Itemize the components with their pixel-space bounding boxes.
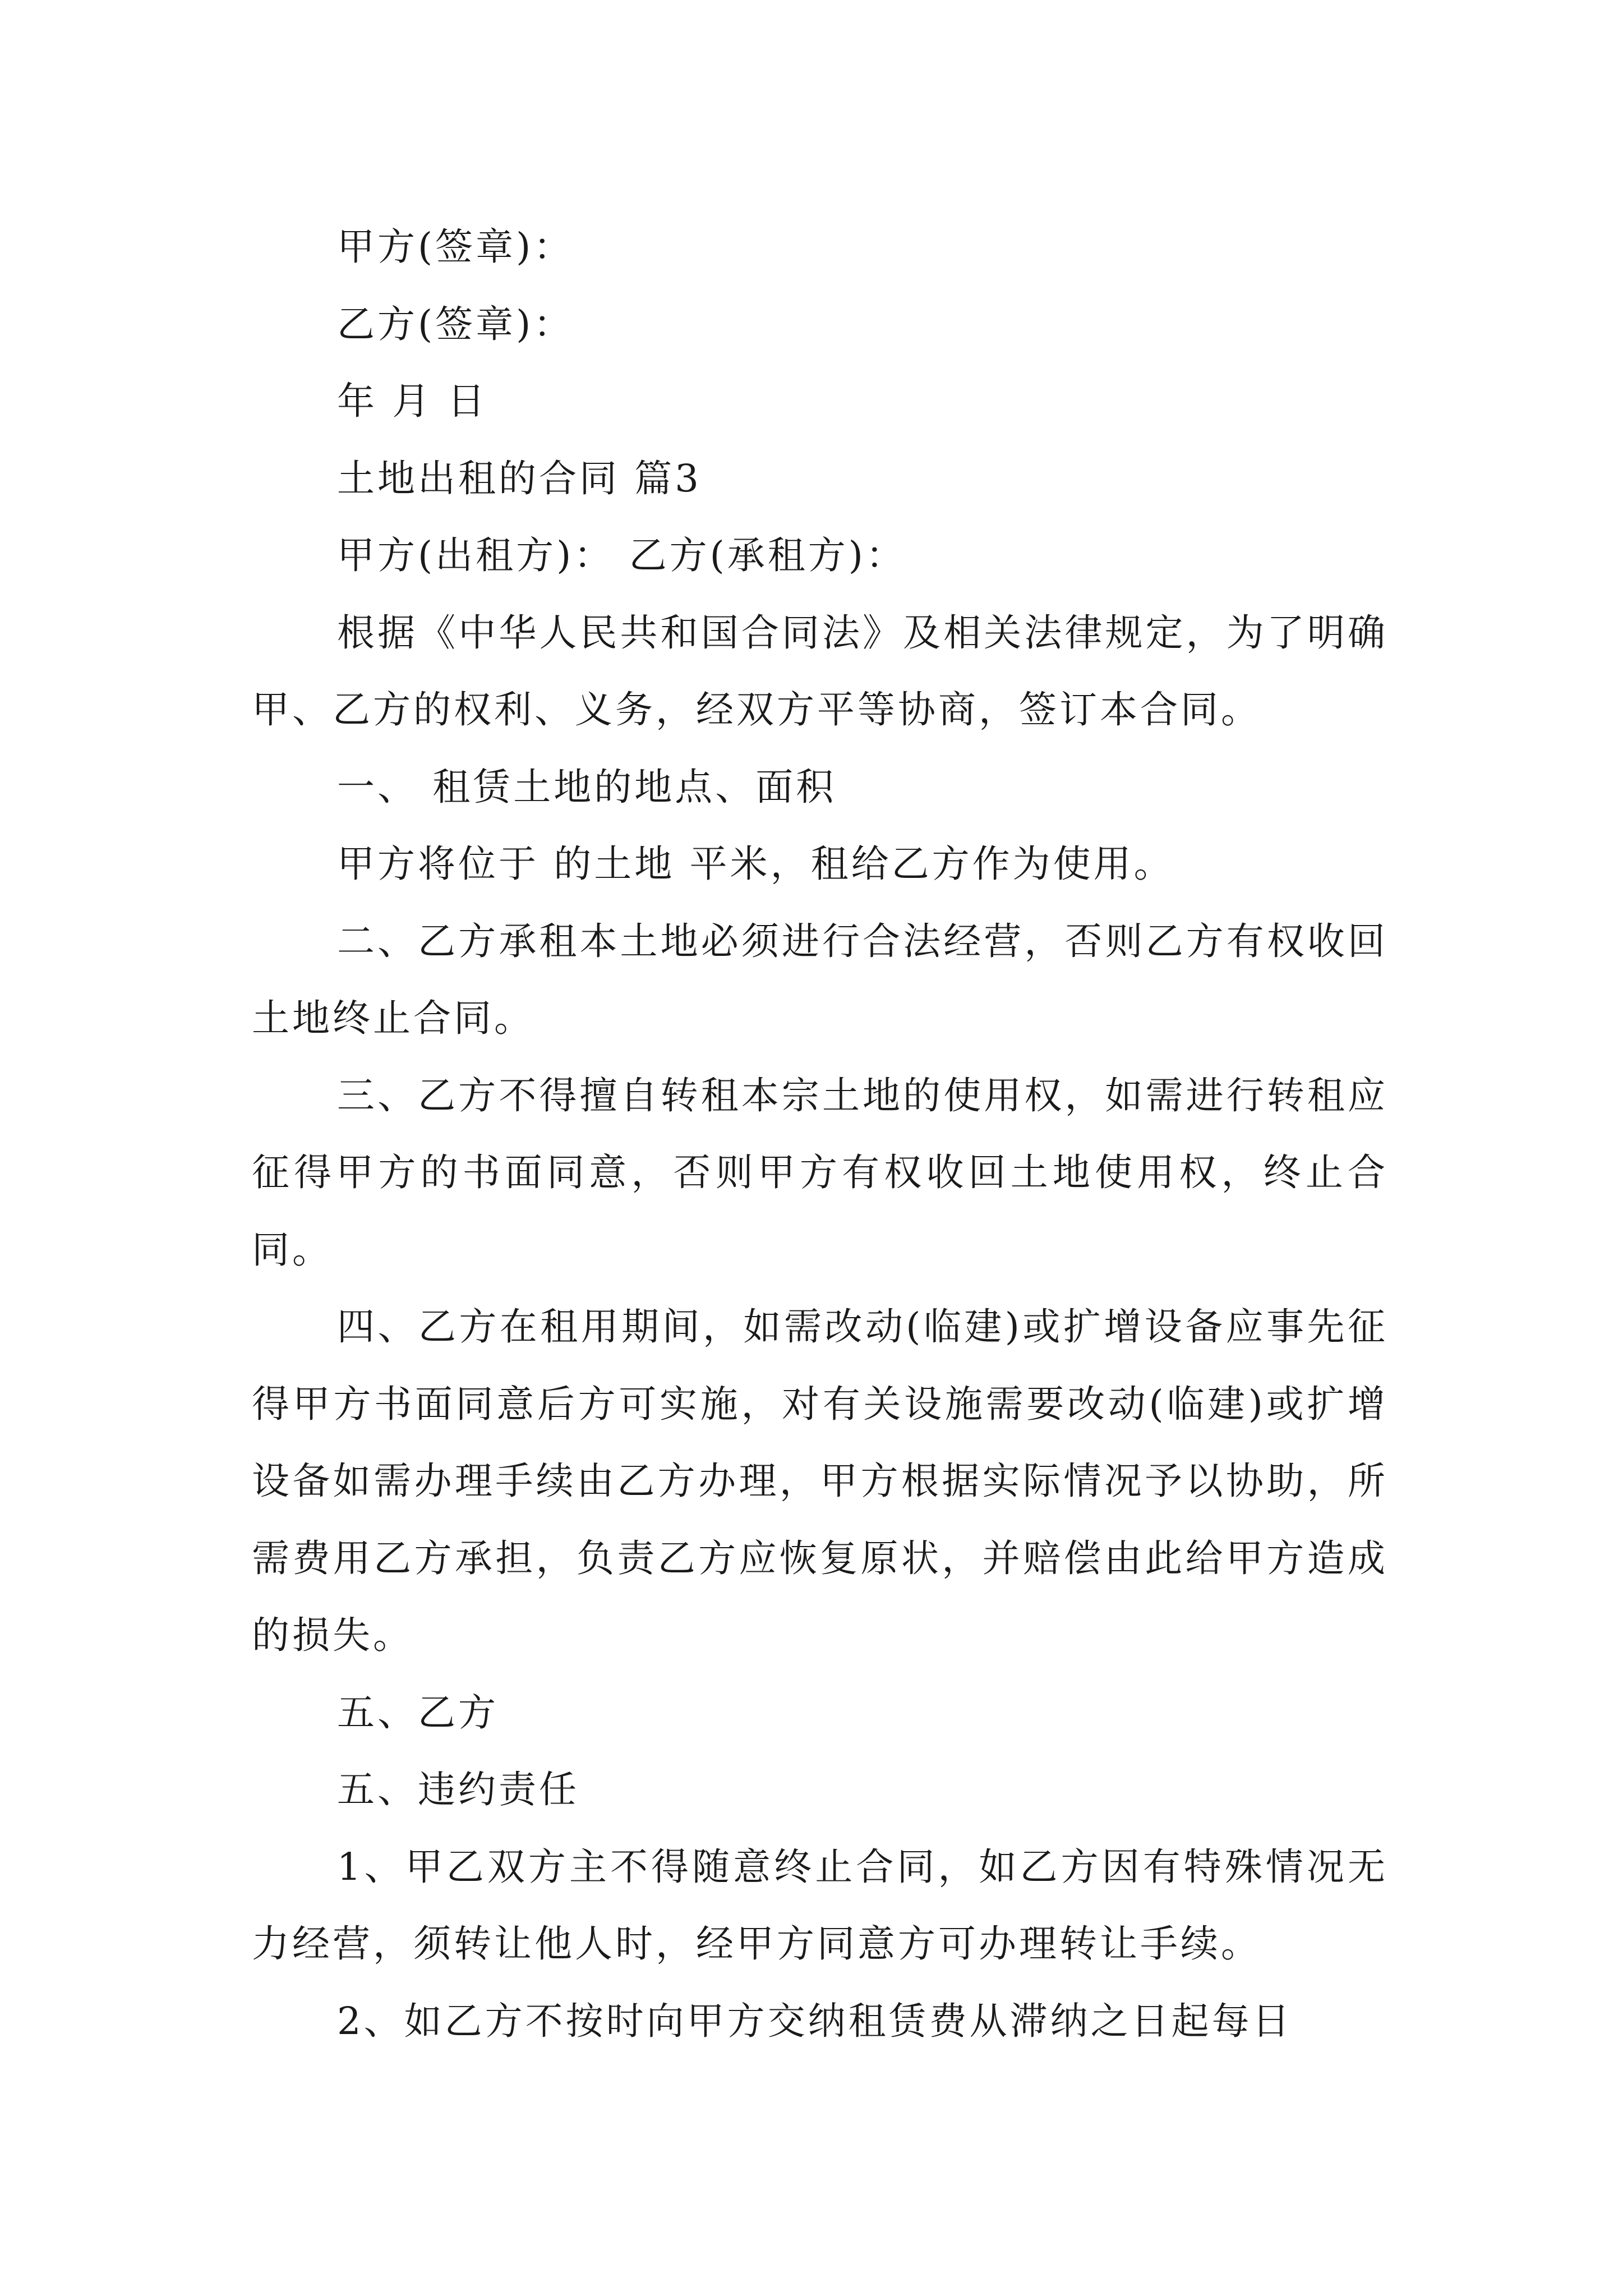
clause-5a: 五、乙方 <box>337 1690 499 1734</box>
document-body <box>252 209 1388 2060</box>
signature-party-b: 乙方(签章)： <box>337 302 574 346</box>
contract-parties: 甲方(出租方)： 乙方(承租方)： <box>337 533 906 577</box>
contract-preamble: 根据《中华人民共和国合同法》及相关法律规定，为了明确甲、乙方的权利、义务，经双方平等协商，签订本合同。 <box>252 610 1388 731</box>
clause-5-heading: 五、违约责任 <box>337 1768 579 1811</box>
clause-1-heading: 一、 租赁土地的地点、面积 <box>337 765 837 809</box>
clause-4: 四、乙方在租用期间，如需改动(临建)或扩增设备应事先征得甲方书面同意后方可实施，对有关设施需要改动(临建)或扩增设备如需办理手续由乙方办理，甲方根据实际情况予以协助，所需费用乙方承担，负责乙方应恢复原状，并赔偿由此给甲方造成的损失。 <box>252 1305 1388 1657</box>
contract-title: 土地出租的合同 篇3 <box>337 456 702 500</box>
liability-item-1: 1、甲乙双方主不得随意终止合同，如乙方因有特殊情况无力经营，须转让他人时，经甲方同意方可办理转让手续。 <box>252 1844 1388 1966</box>
liability-item-2: 2、如乙方不按时向甲方交纳租赁费从滞纳之日起每日 <box>337 1999 1293 2043</box>
clause-2: 二、乙方承租本土地必须进行合法经营，否则乙方有权收回土地终止合同。 <box>252 919 1388 1040</box>
signature-party-a: 甲方(签章)： <box>337 225 574 269</box>
clause-3: 三、乙方不得擅自转租本宗土地的使用权，如需进行转租应征得甲方的书面同意，否则甲方有权收回土地使用权，终止合同。 <box>252 1073 1388 1272</box>
clause-1-body: 甲方将位于 的土地 平米，租给乙方作为使用。 <box>337 842 1174 886</box>
signature-date: 年 月 日 <box>337 379 488 423</box>
